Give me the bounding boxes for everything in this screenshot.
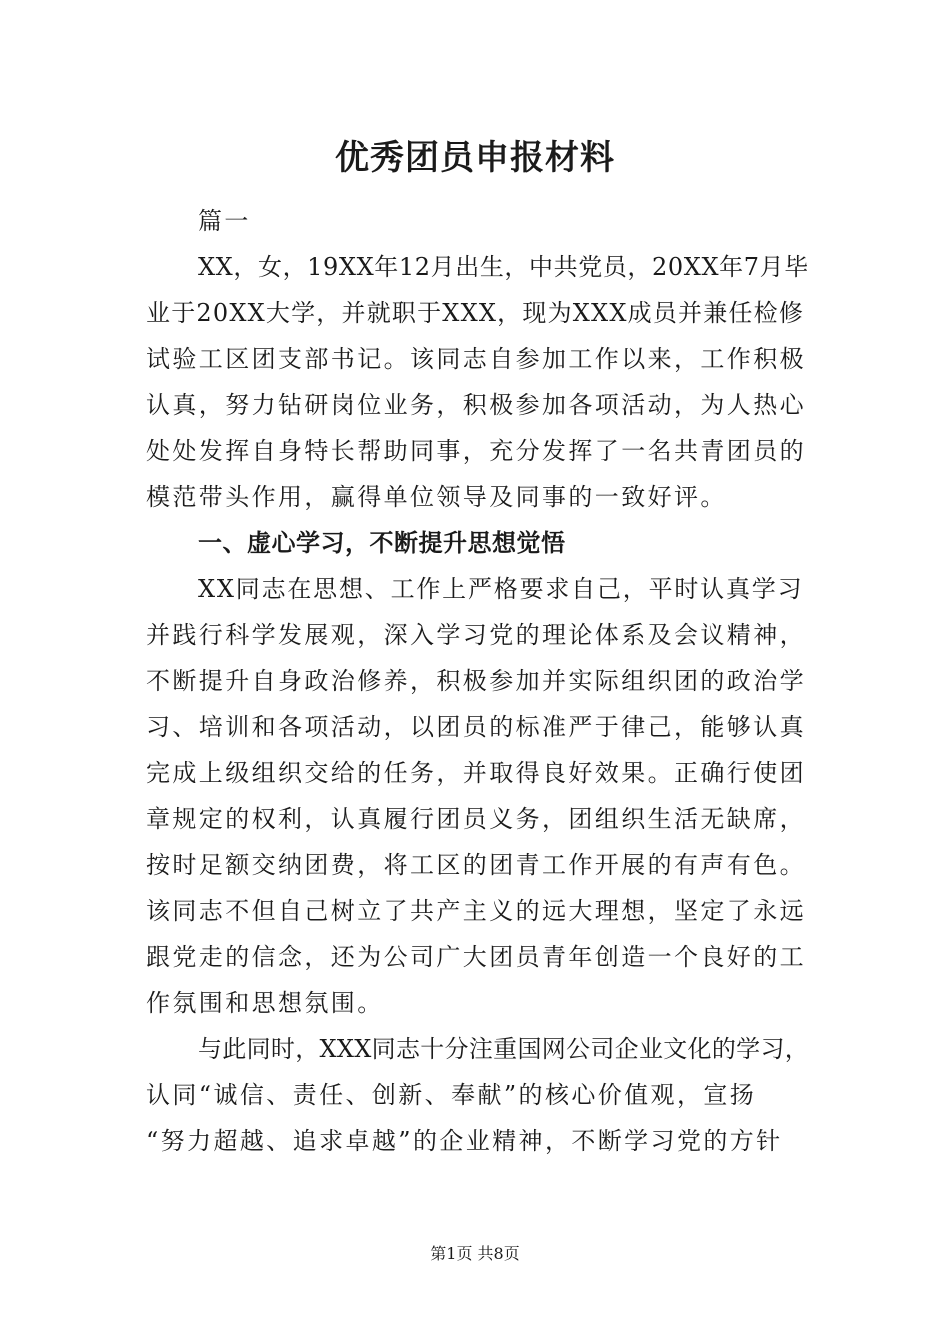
paragraph-line: 按时足额交纳团费，将工区的团青工作开展的有声有色。 bbox=[146, 851, 806, 879]
document-title: 优秀团员申报材料 bbox=[335, 138, 615, 178]
document-body bbox=[146, 198, 810, 1164]
paragraph-line: XX同志在思想、工作上严格要求自己，平时认真学习 bbox=[198, 575, 804, 603]
paragraph-line: XX，女，19XX年12月出生，中共党员，20XX年7月毕 bbox=[198, 253, 809, 281]
paragraph-line: 处处发挥自身特长帮助同事，充分发挥了一名共青团员的 bbox=[146, 437, 806, 465]
paragraph-line: 不断提升自身政治修养，积极参加并实际组织团的政治学 bbox=[146, 667, 806, 695]
paragraph-line: 完成上级组织交给的任务，并取得良好效果。正确行使团 bbox=[146, 759, 806, 787]
paragraph-line: 章规定的权利，认真履行团员义务，团组织生活无缺席， bbox=[146, 805, 806, 833]
paragraph-line: 业于20XX大学，并就职于XXX，现为XXX成员并兼任检修 bbox=[146, 299, 805, 327]
paragraph-line: 作氛围和思想氛围。 bbox=[146, 989, 384, 1017]
section-label: 篇一 bbox=[198, 207, 251, 235]
paragraph-line: “努力超越、追求卓越”的企业精神，不断学习党的方针 bbox=[146, 1127, 783, 1155]
paragraph-line: 模范带头作用，赢得单位领导及同事的一致好评。 bbox=[146, 483, 727, 511]
section-heading: 一、虚心学习，不断提升思想觉悟 bbox=[198, 529, 566, 557]
paragraph-line: 跟党走的信念，还为公司广大团员青年创造一个良好的工 bbox=[146, 943, 806, 971]
paragraph-line: 认同“诚信、责任、创新、奉献”的核心价值观，宣扬 bbox=[146, 1081, 757, 1109]
paragraph-line: 习、培训和各项活动，以团员的标准严于律己，能够认真 bbox=[146, 713, 806, 741]
paragraph-line: 并践行科学发展观，深入学习党的理论体系及会议精神， bbox=[146, 621, 806, 649]
paragraph-line: 与此同时，XXX同志十分注重国网公司企业文化的学习， bbox=[198, 1035, 810, 1063]
paragraph-line: 试验工区团支部书记。该同志自参加工作以来，工作积极 bbox=[146, 345, 806, 373]
paragraph-line: 该同志不但自己树立了共产主义的远大理想，坚定了永远 bbox=[146, 897, 806, 925]
page-number: 第1页 共8页 bbox=[430, 1244, 520, 1263]
paragraph-line: 认真，努力钻研岗位业务，积极参加各项活动，为人热心 bbox=[146, 391, 806, 419]
